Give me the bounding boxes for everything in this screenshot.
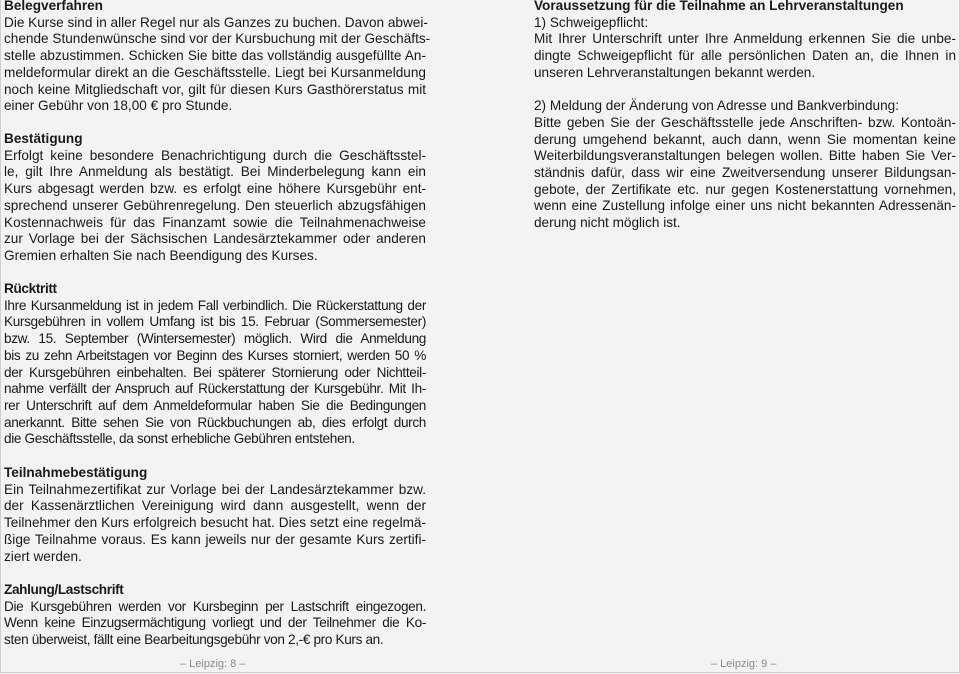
section-title: Zahlung/Lastschrift [4,582,124,597]
text-line: Die Kursgebühren werden vor Kursbeginn per Lastschrift eingezogen. [4,598,426,614]
text-line: sten überweist, fällt eine Bearbeitungsgebühr von 2,-€ pro Kurs an. [4,632,384,648]
text-line: Ein Teilnahmezertifikat zur Vorlage bei der Landesärztekammer bzw. [4,481,426,497]
text-line: Bitte geben Sie der Geschäftsstelle jede Anschriften- bzw. Kontoän- [534,114,956,130]
text-line: ständnis dafür, dass wir eine Zweitversendung unserer Bildungsan- [534,165,956,181]
subheading-schweigepflicht: 1) Schweigepflicht: [534,14,649,30]
text-line: Erfolgt keine besondere Benachrichtigung durch die Geschäftsstel- [4,147,426,163]
section-zahlung-lastschrift [4,582,426,649]
text-line: die Geschäftsstelle, da sonst erhebliche Gebühren entstehen. [4,431,355,447]
text-line: der Kassenärztlichen Vereinigung wird dann ausgestellt, wenn der [4,498,426,514]
subheading-adressaenderung: 2) Meldung der Änderung von Adresse und Bankverbindung: [534,98,900,114]
text-line: rer Unterschrift auf dem Anmeldeformular haben Sie die Bedingungen [4,397,426,413]
text-line: Weiterbildungsveranstaltungen belegen wollen. Bitte haben Sie Ver- [534,148,956,164]
section-title: Voraussetzung für die Teilnahme an Lehrveranstaltungen [534,0,904,13]
text-line: ziert werden. [4,548,82,564]
text-line: nahme verfällt der Anspruch auf Rückerstattung der Kursgebühr. Mit Ih- [4,381,426,397]
text-line: Gremien erhalten Sie nach Beendigung des Kurses. [4,247,318,263]
section-voraussetzung [534,0,956,232]
text-line: Kurs abgesagt werden bzw. es erfolgt eine höhere Kursgebühr ent- [4,181,426,197]
page-number-right: – Leipzig: 9 – [711,658,777,670]
text-line: ßige Teilnahme voraus. Es kann jeweils nur der gesamte Kurs zertifi- [4,531,426,547]
text-line: meldeformular direkt an die Geschäftsstelle. Liegt bei Kursanmeldung [4,64,426,80]
text-line: Wenn keine Einzugsermächtigung vorliegt und der Teilnehmer die Ko- [4,615,426,631]
section-title: Rücktritt [4,281,57,296]
text-line: anerkannt. Bitte sehen Sie von Rückbuchungen ab, dies erfolgt durch [4,414,426,430]
section-teilnahmebestätigung [4,465,426,565]
text-line: derung umgehend bekannt, auch dann, wenn Sie momentan keine [534,131,956,147]
text-line: bzw. 15. September (Wintersemester) möglich. Wird die Anmeldung [4,331,426,347]
text-line: Mit Ihrer Unterschrift unter Ihre Anmeldung erkennen Sie die unbe- [534,31,956,47]
section-rücktritt [4,281,426,448]
section-title: Bestätigung [4,131,83,146]
text-line: Kostennachweis für das Finanzamt sowie die Teilnahmenachweise [4,214,426,230]
text-line: unseren Lehrveranstaltungen bekannt werden. [534,64,816,80]
text-line: zur Vorlage bei der Sächsischen Landesärztekammer oder anderen [4,231,426,247]
text-line: sprechend unserer Gebührenregelung. Den steuerlich abzugsfähigen [4,197,426,213]
section-title: Belegverfahren [4,0,103,13]
text-line: einer Gebühr von 18,00 € pro Stunde. [4,98,233,114]
section-bestätigung [4,131,426,265]
text-line: noch keine Mitgliedschaft vor, gilt für diesen Kurs Gasthörerstatus mit [4,81,426,97]
text-line: chende Stundenwünsche sind vor der Kursbuchung mit der Geschäfts- [4,31,431,47]
text-line: le, gilt Ihre Anmeldung als bestätigt. Bei Minderbelegung kann ein [4,164,426,180]
text-line: bis zu zehn Arbeitstagen vor Beginn des Kurses storniert, werden 50 % [4,347,426,363]
text-line: derung nicht möglich ist. [534,215,681,231]
text-line: gebote, der Zertifikate etc. nur gegen Kostenerstattung vornehmen, [534,181,956,197]
text-line: stelle abzustimmen. Schicken Sie bitte das vollständig ausgefüllte An- [4,48,426,64]
text-line: der Kursgebühren einbehalten. Bei späterer Stornierung oder Nichtteil- [4,364,426,380]
text-line: Kursgebühren in vollem Umfang ist bis 15. Februar (Sommersemester) [4,314,426,330]
page-number-left: – Leipzig: 8 – [180,658,246,670]
text-line: Die Kurse sind in aller Regel nur als Ganzes zu buchen. Davon abwei- [4,14,428,30]
text-line: wenn eine Zustellung infolge einer uns nicht bekannten Adressenän- [534,198,956,214]
section-belegverfahren [4,0,431,115]
text-line: dingte Schweigepflicht für alle persönlichen Daten an, die Ihnen in [534,48,956,64]
text-line: Ihre Kursanmeldung ist in jedem Fall verbindlich. Die Rückerstattung der [4,297,426,313]
text-line: Teilnehmer den Kurs erfolgreich besucht hat. Dies setzt eine regelmä- [4,515,426,531]
section-title: Teilnahmebestätigung [4,465,148,480]
